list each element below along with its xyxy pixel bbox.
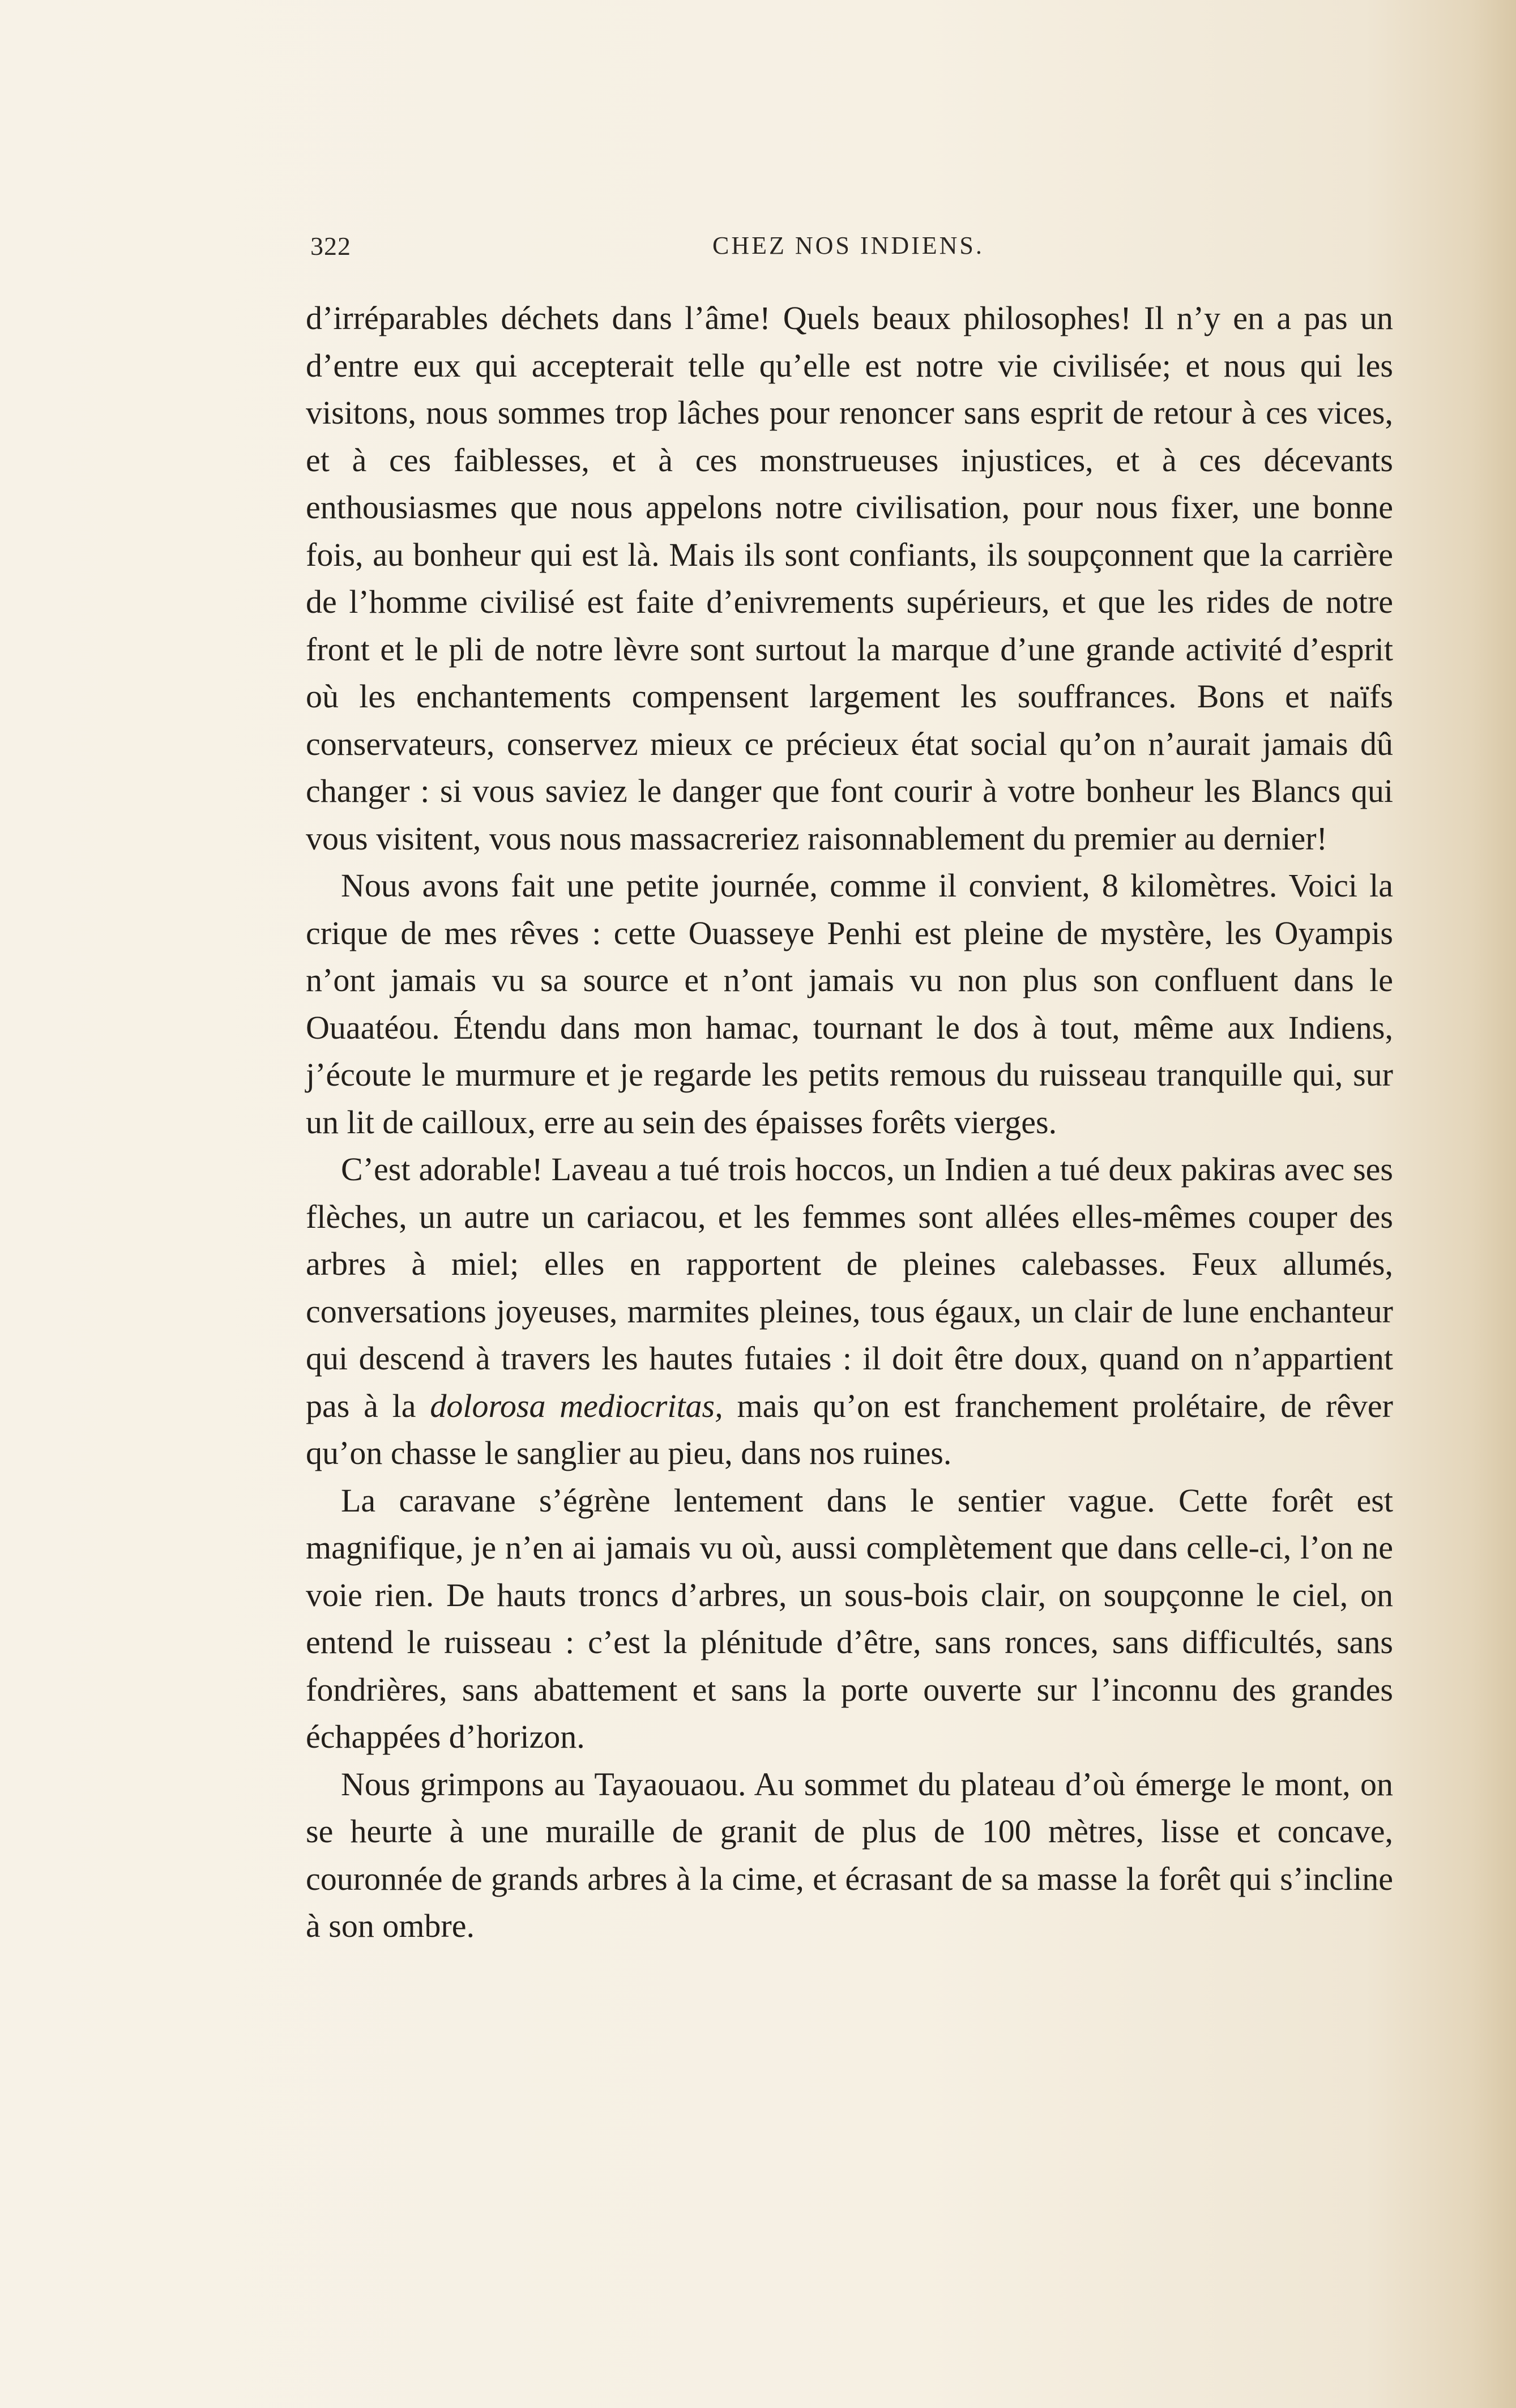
- paragraph-1: d’irréparables déchets dans l’âme! Quels beaux philosophes! Il n’y en a pas un d’entre eux qui accepterait telle qu’elle est notre vie civilisée; et nous qui les visitons, nous sommes trop lâches pour renoncer sans esprit de retour à ces vices, et à ces faiblesses, et à ces monstrueuses injustices, et à ces décevants enthousiasmes que nous appelons notre civilisation, pour nous fixer, une bonne fois, au bonheur qui est là. Mais ils sont confiants, ils soupçonnent que la carrière de l’homme civilisé est faite d’enivrements supérieurs, et que les rides de notre front et le pli de notre lèvre sont surtout la marque d’une grande activité d’esprit où les enchantements compensent largement les souffrances. Bons et naïfs conservateurs, conservez mieux ce précieux état social qu’on n’aurait jamais dû changer : si vous saviez le danger que font courir à votre bonheur les Blancs qui vous visitent, vous nous massacreriez raisonnablement du premier au dernier!: [306, 300, 1393, 857]
- paragraph-3-text-after: mais qu’on est franchement prolétaire, de rêver qu’on chasse le sanglier au pieu, dans nos ruines.: [306, 1387, 1393, 1471]
- paragraph-4: La caravane s’égrène lentement dans le sentier vague. Cette forêt est magnifique, je n’en ai jamais vu où, aussi complètement que dans celle-ci, l’on ne voie rien. De hauts troncs d’arbres, un sous-bois clair, on soupçonne le ciel, on entend le ruisseau : c’est la plénitude d’être, sans ronces, sans difficultés, sans fondrières, sans abattement et sans la porte ouverte sur l’inconnu des grandes échappées d’horizon.: [306, 1481, 1393, 1755]
- paragraph-3-text-before: C’est adorable! Laveau a tué trois hoccos, un Indien a tué deux pakiras avec ses flèches, un autre un cariacou, et les femmes sont allées elles-mêmes couper des arbres à miel; elles en rapportent de pleines calebasses. Feux allumés, conversations joyeuses, marmites pleines, tous égaux, un clair de lune enchanteur qui descend à travers les hautes futaies : il doit être doux, quand on n’appartient pas à la: [306, 1151, 1393, 1424]
- paragraph-5: Nous grimpons au Tayaouaou. Au sommet du plateau d’où émerge le mont, on se heurte à une muraille de granit de plus de 100 mètres, lisse et concave, couronnée de grands arbres à la cime, et écrasant de sa masse la forêt qui s’incline à son ombre.: [306, 1765, 1393, 1944]
- paragraph-3-italic-phrase: dolorosa mediocritas,: [430, 1387, 723, 1424]
- page-number: 322: [310, 232, 351, 261]
- paragraph-2: Nous avons fait une petite journée, comme il convient, 8 kilomètres. Voici la crique de mes rêves : cette Ouasseye Penhi est pleine de mystère, les Oyampis n’ont jamais vu sa source et n’ont jamais vu non plus son confluent dans le Ouaatéou. Étendu dans mon hamac, tournant le dos à tout, même aux Indiens, j’écoute le murmure et je regarde les petits remous du ruisseau tranquille qui, sur un lit de cailloux, erre au sein des épaisses forêts vierges.: [306, 867, 1393, 1141]
- body-text: [306, 294, 1393, 1950]
- paragraph-3: [306, 1146, 1393, 1477]
- page-header: [310, 231, 1400, 271]
- running-title: CHEZ NOS INDIENS.: [712, 232, 984, 259]
